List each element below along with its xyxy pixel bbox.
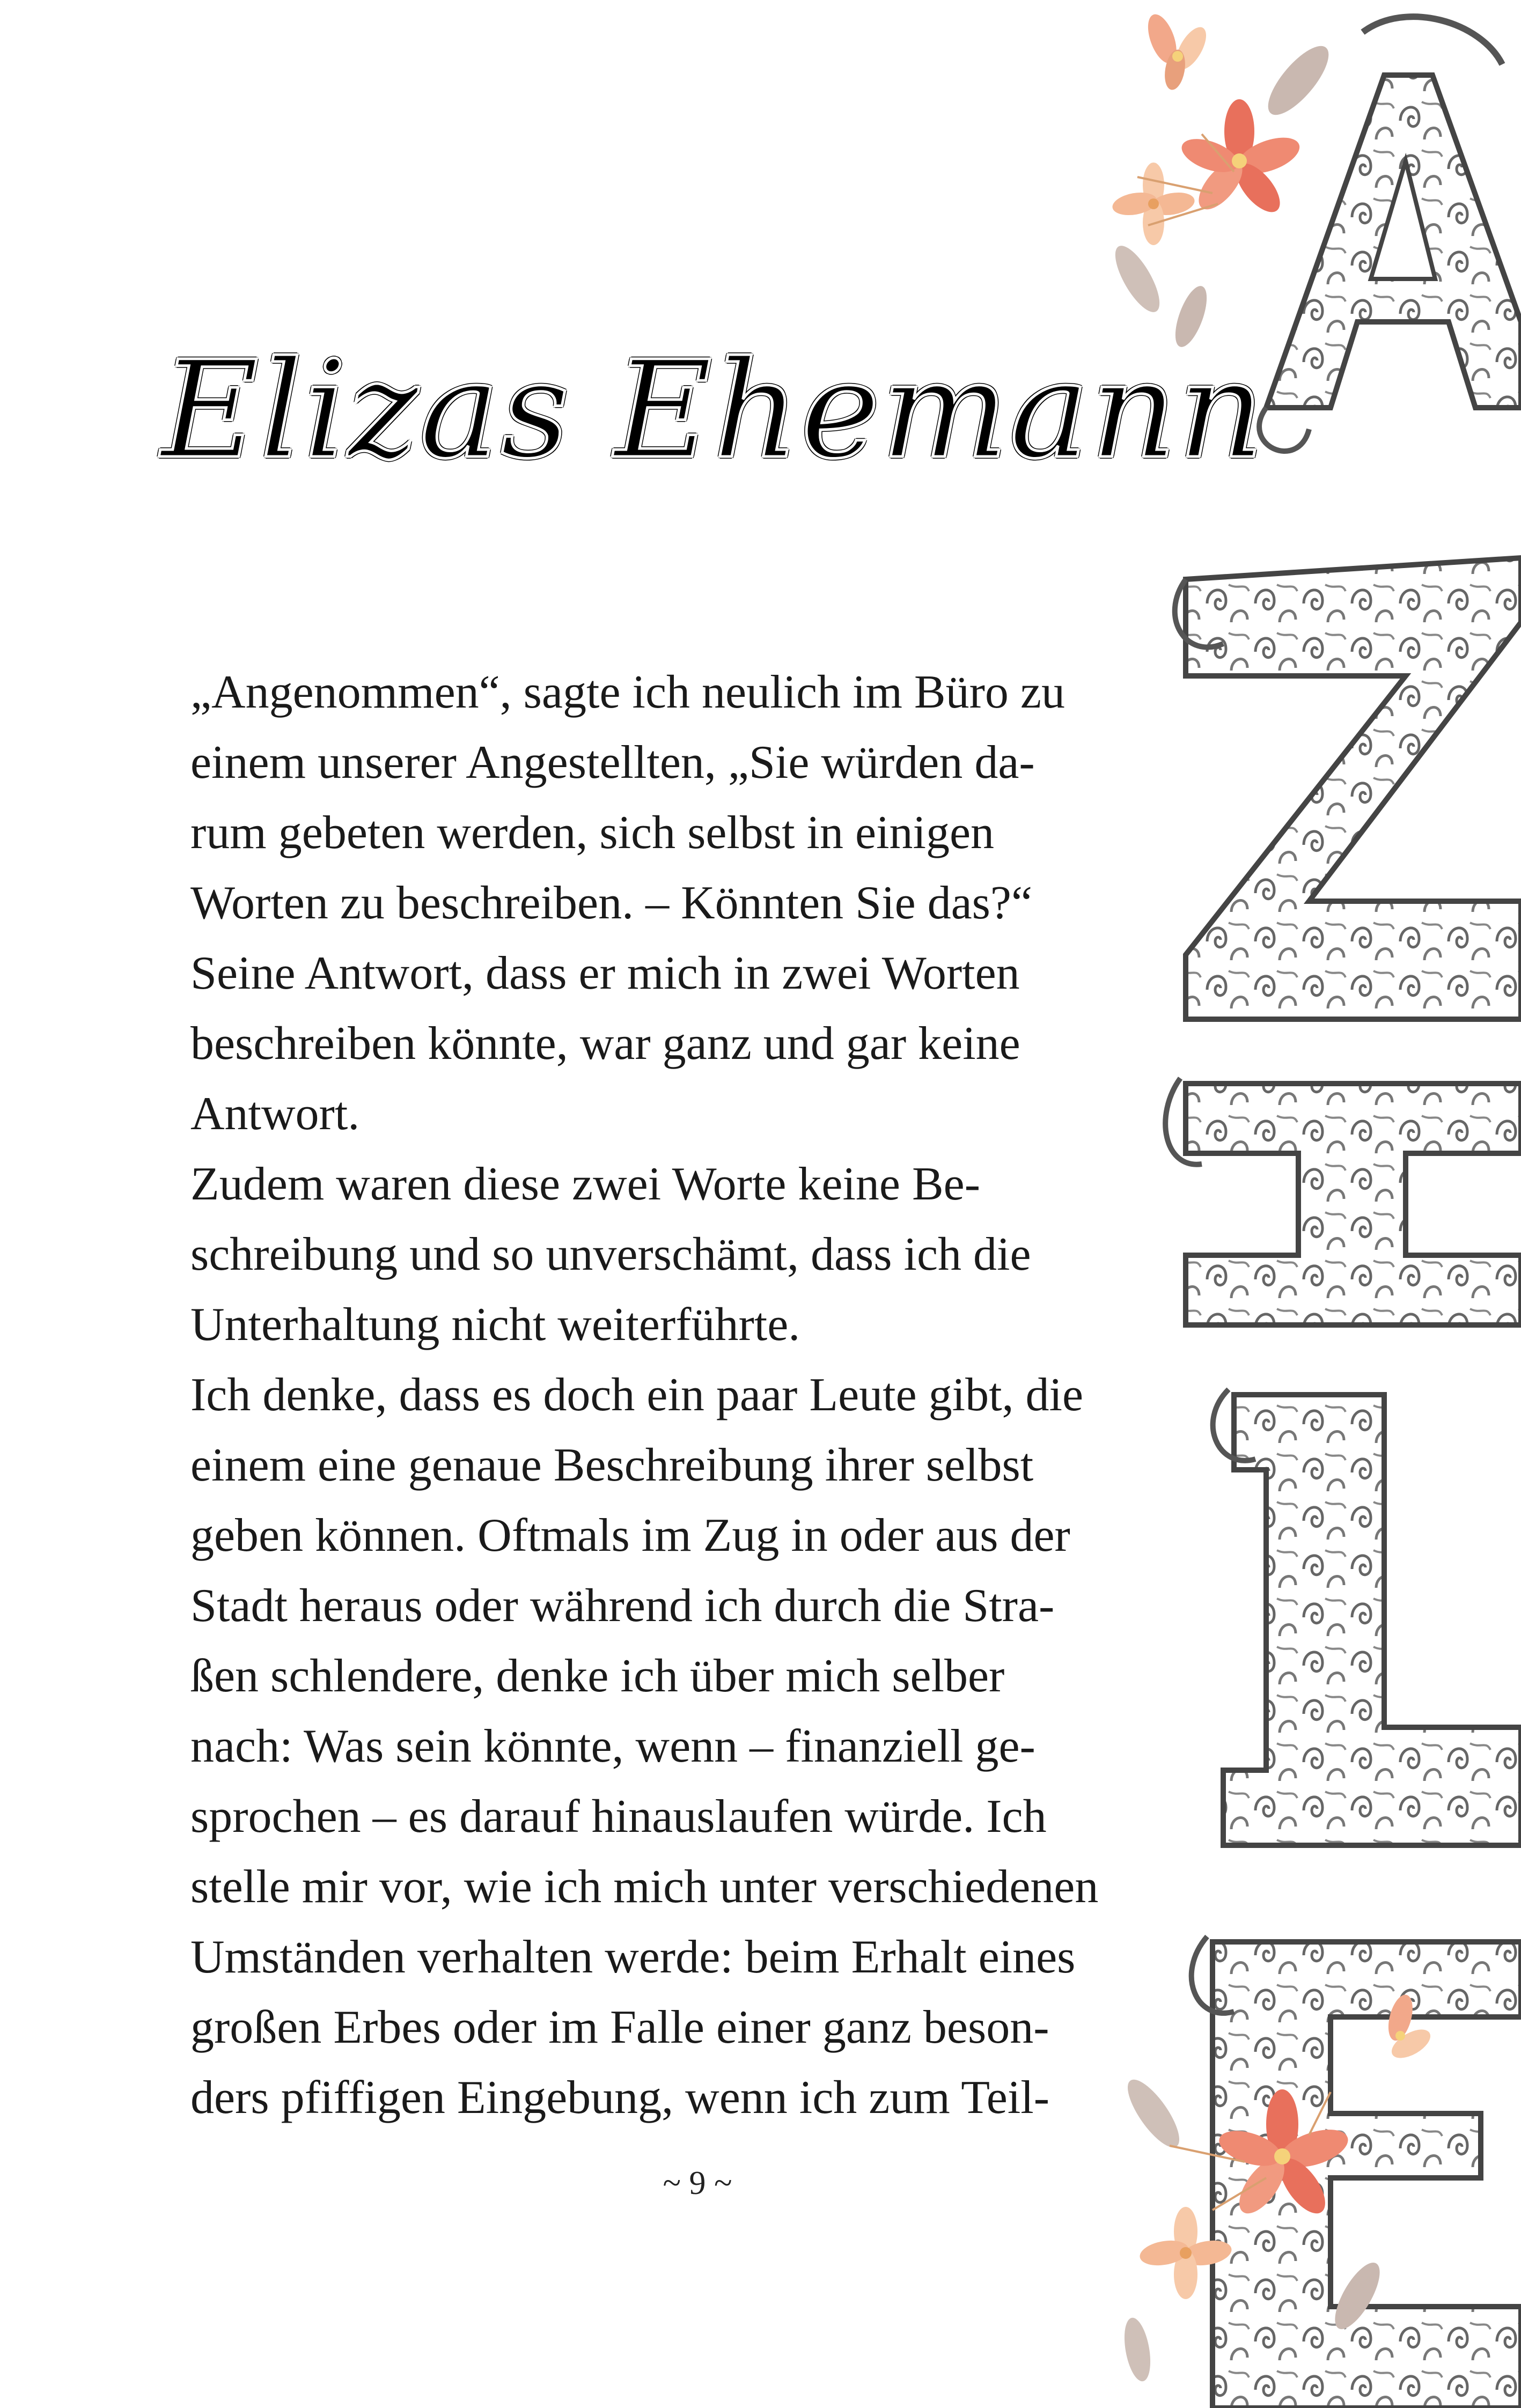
text-line: Worten zu beschreiben. – Könnten Sie das?“	[190, 877, 1033, 929]
text-line: Umständen verhalten werde: beim Erhalt eines	[190, 1931, 1076, 1983]
text-line: Zudem waren diese zwei Worte keine Be-	[190, 1158, 981, 1210]
text-line: geben können. Oftmals im Zug in oder aus der	[190, 1509, 1070, 1562]
text-line: ßen schlendere, denke ich über mich selber	[190, 1650, 1005, 1702]
text-line: stelle mir vor, wie ich mich unter verschiedenen	[190, 1861, 1099, 1913]
text-line: beschreiben könnte, war ganz und gar keine	[190, 1018, 1020, 1070]
text-line: sprochen – es darauf hinauslaufen würde. Ich	[190, 1791, 1047, 1843]
text-line: schreibung und so unverschämt, dass ich die	[190, 1228, 1031, 1280]
text-line: Unterhaltung nicht weiterführte.	[190, 1299, 800, 1351]
text-line: einem unserer Angestellten, „Sie würden da-	[190, 737, 1035, 789]
text-line: ders pfiffigen Eingebung, wenn ich zum Teil-	[190, 2072, 1050, 2124]
page-number: ~ 9 ~	[663, 2165, 732, 2201]
text-line: rum gebeten werden, sich selbst in einigen	[190, 807, 995, 859]
ornament-letter-i	[1165, 1078, 1521, 1325]
text-line: Seine Antwort, dass er mich in zwei Worten	[190, 947, 1020, 999]
chapter-title: Elizas Ehemann	[161, 332, 1266, 488]
text-line: großen Erbes oder im Falle einer ganz beson-	[190, 2001, 1049, 2053]
ornament-letter-e	[1192, 1936, 1521, 2408]
text-line: Ich denke, dass es doch ein paar Leute gibt, die	[190, 1369, 1084, 1421]
body-text	[190, 657, 1210, 2133]
text-line: „Angenommen“, sagte ich neulich im Büro zu	[190, 666, 1065, 718]
text-line: Antwort.	[190, 1088, 360, 1140]
text-line: nach: Was sein könnte, wenn – finanziell ge-	[190, 1720, 1035, 1772]
ornament-letter-z	[1175, 558, 1521, 1019]
text-line: Stadt heraus oder während ich durch die Stra-	[190, 1580, 1055, 1632]
ornament-letter-l	[1213, 1389, 1521, 1845]
text-line: einem eine genaue Beschreibung ihrer selbst	[190, 1439, 1034, 1491]
